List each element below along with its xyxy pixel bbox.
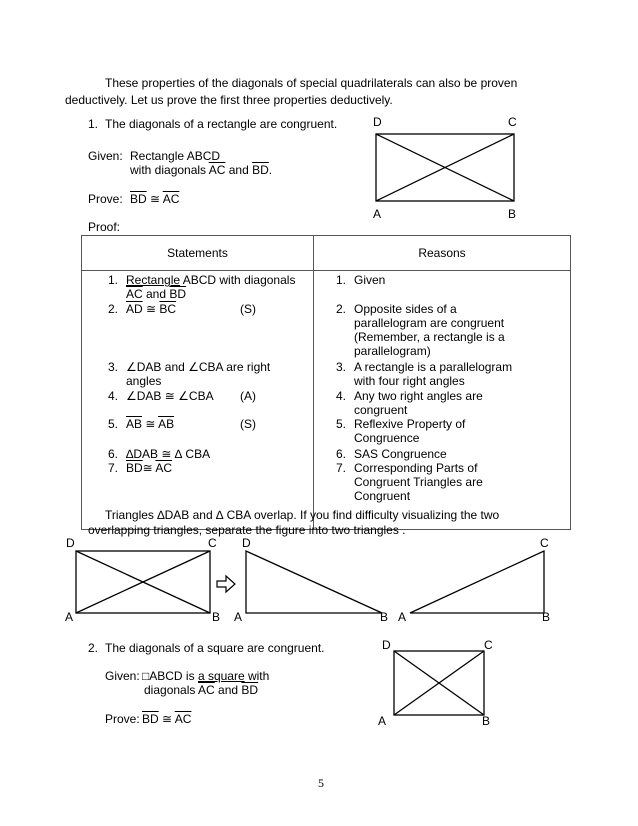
reason-5-num: 5. — [336, 417, 347, 431]
item2-prove-bd: $\overline{BD}$ — [142, 712, 159, 726]
fig2-vertex-c: C — [208, 536, 217, 550]
overlap-line-1: Triangles ∆DAB and ∆ CBA overlap. If you find difficulty visualizing the two — [105, 508, 500, 522]
reason-1-line-1: Given — [354, 273, 386, 287]
stmt-1-line-2: $\overline{AC}$ and $\overline{BD}$ — [126, 287, 187, 301]
statements-column — [82, 271, 314, 530]
reason-6-line-1: SAS Congruence — [354, 447, 447, 461]
item2-prove-text — [142, 712, 191, 726]
stmt-7-bd: $\overline{BD}$ — [126, 461, 143, 475]
item2-given-ac: $\overline{AC}$ — [198, 683, 215, 697]
item1-given-label: Given: — [88, 149, 123, 163]
right-arrow-icon — [217, 576, 235, 592]
stmt-1-line-1: Rectangle ABCD with diagonals — [126, 273, 296, 287]
stmt-7-num: 7. — [108, 461, 119, 475]
item2-number: 2. — [88, 641, 99, 655]
reason-7-line-3: Congruent — [354, 489, 411, 503]
separated-triangles-figure — [62, 535, 562, 627]
square-vertex-a: A — [378, 714, 387, 728]
stmt-1-num: 1. — [108, 273, 119, 287]
triangle-dab — [246, 551, 382, 613]
stmt-7-line-1: $\overline{BD}≅$ $\overline{AC}$ — [126, 461, 173, 475]
item1-given-line2 — [130, 163, 272, 177]
stmt-3-line-2: angles — [126, 374, 162, 388]
stmt-4-num: 4. — [108, 389, 119, 403]
reason-2-num: 2. — [336, 302, 347, 316]
item1-statement: The diagonals of a rectangle are congruent. — [105, 117, 338, 131]
stmt-5-ab-1: $\overline{AB}$ — [126, 417, 143, 431]
vertex-d: D — [373, 115, 382, 129]
reason-3-num: 3. — [336, 360, 347, 374]
item2-prove-cong: ≅ — [158, 712, 175, 726]
item1-given-period: . — [268, 163, 273, 177]
vertex-c: C — [508, 115, 517, 129]
tri2-vertex-a: A — [398, 610, 407, 624]
item1-given-with: with diagonals — [130, 163, 209, 177]
stmt-1-rect: Rectangle — [126, 273, 181, 287]
statements-header: Statements — [82, 236, 314, 271]
intro-line-2: deductively. Let us prove the first three properties deductively. — [65, 93, 393, 107]
tri1-vertex-d: D — [242, 536, 251, 550]
vertex-b: B — [508, 207, 517, 221]
stmt-1-bd: $\overline{BD}$ — [169, 287, 187, 301]
item2-given-label: Given: — [105, 669, 140, 683]
stmt-2-tag: (S) — [240, 302, 256, 316]
reason-4-line-2: congruent — [354, 403, 408, 417]
stmt-7-ac: $\overline{AC}$ — [155, 461, 173, 475]
item2-given-text: □ABCD is a square with — [142, 669, 270, 683]
stmt-5-num: 5. — [108, 417, 119, 431]
item2-statement: The diagonals of a square are congruent. — [105, 641, 325, 655]
fig2-vertex-b: B — [212, 610, 221, 624]
tri1-vertex-b: B — [380, 610, 389, 624]
fig2-vertex-d: D — [66, 536, 75, 550]
reason-2-line-2: parallelogram are congruent — [354, 316, 505, 330]
stmt-5-line-1: $\overline{AB}$ ≅ $\overline{AB}$ — [126, 417, 175, 431]
stmt-6-num: 6. — [108, 447, 119, 461]
reasons-header: Reasons — [314, 236, 571, 271]
reason-3-line-1: A rectangle is a parallelogram — [354, 360, 513, 374]
stmt-4-tag: (A) — [240, 389, 256, 403]
rectangle-abcd-figure — [370, 114, 530, 224]
stmt-2-ad: $\overline{AD}$ — [126, 302, 143, 316]
item2-given-line2: diagonals $\overline{AC}$ and $\overline{BD}$ — [144, 683, 259, 697]
item1-given-and: and — [225, 163, 253, 177]
reason-5-line-1: Reflexive Property of — [354, 417, 466, 431]
reason-4-num: 4. — [336, 389, 347, 403]
reason-5-line-2: Congruence — [354, 431, 420, 445]
tri2-vertex-b: B — [542, 610, 551, 624]
item2-prove-ac: $\overline{AC}$ — [174, 712, 192, 726]
intro-line-1: These properties of the diagonals of special quadrilaterals can also be proven — [105, 76, 518, 90]
item1-given-text: Rectangle ABCD — [130, 149, 221, 163]
item2-prove-label: Prove: — [105, 712, 140, 726]
item1-prove-text — [130, 192, 179, 206]
reason-6-num: 6. — [336, 447, 347, 461]
reason-2-line-3: (Remember, a rectangle is a — [354, 330, 505, 344]
tri2-vertex-c: C — [540, 536, 549, 550]
square-vertex-d: D — [382, 638, 391, 652]
item1-given-ac: $\overline{AC}$ — [208, 163, 226, 177]
stmt-2-line-1: $\overline{AD}$ ≅ $\overline{BC}$ — [126, 302, 177, 316]
reason-7-line-2: Congruent Triangles are — [354, 475, 483, 489]
stmt-1-ac: $\overline{AC}$ — [126, 287, 143, 301]
square-abcd-figure — [378, 637, 498, 729]
item1-prove-label: Prove: — [88, 192, 123, 206]
reason-3-line-2: with four right angles — [354, 374, 465, 388]
item2-given-bd: $\overline{BD}$ — [241, 683, 259, 697]
item1-prove-ac: $\overline{AC}$ — [162, 192, 180, 206]
stmt-3-line-1: ∠DAB and ∠CBA are right — [126, 360, 271, 374]
item1-number: 1. — [88, 117, 99, 131]
item1-prove-bd: $\overline{BD}$ — [130, 192, 147, 206]
stmt-5-ab-2: $\overline{AB}$ — [158, 417, 175, 431]
item1-given-bd: $\overline{BD}$ — [252, 163, 269, 177]
square-vertex-b: B — [482, 714, 491, 728]
tri1-vertex-a: A — [234, 610, 243, 624]
triangle-cba — [410, 551, 544, 613]
stmt-4-line-1: ∠DAB ≅ ∠CBA — [126, 389, 214, 403]
reason-7-line-1: Corresponding Parts of — [354, 461, 478, 475]
stmt-6-line-1: ∆DAB ≅ ∆ CBA — [126, 447, 211, 461]
reason-2-line-4: parallelogram) — [354, 344, 431, 358]
stmt-2-bc: $\overline{BC}$ — [159, 302, 177, 316]
stmt-3-num: 3. — [108, 360, 119, 374]
reasons-column — [314, 271, 571, 530]
reason-2-line-1: Opposite sides of a — [354, 302, 457, 316]
item2-a-square: a square — [197, 669, 245, 683]
square-vertex-c: C — [484, 638, 493, 652]
fig2-vertex-a: A — [65, 610, 74, 624]
square-symbol-icon: □ — [142, 669, 150, 683]
reason-7-num: 7. — [336, 461, 347, 475]
vertex-a: A — [373, 207, 382, 221]
reason-4-line-1: Any two right angles are — [354, 389, 483, 403]
stmt-5-tag: (S) — [240, 417, 256, 431]
proof-table — [81, 235, 571, 530]
proof-label: Proof: — [88, 220, 121, 234]
item1-prove-cong: ≅ — [146, 192, 163, 206]
stmt-2-num: 2. — [108, 302, 119, 316]
overlap-line-2: overlapping triangles, separate the figure into two triangles . — [88, 523, 406, 537]
reason-1-num: 1. — [336, 273, 347, 287]
page-number: 5 — [318, 776, 324, 790]
